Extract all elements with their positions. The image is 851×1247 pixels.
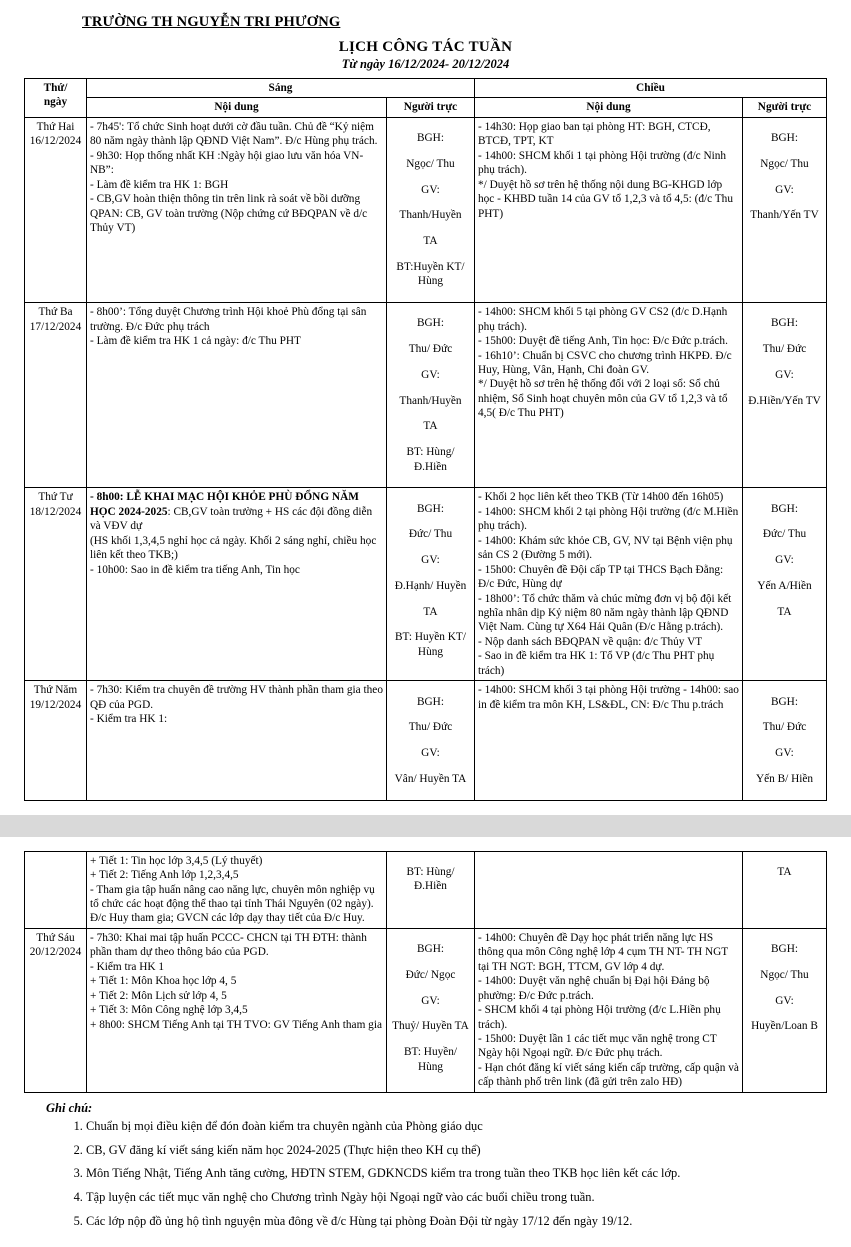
table-row <box>24 303 826 488</box>
row-morning-person: BGH: Thu/ Đức GV: Vân/ Huyền TA <box>386 681 474 800</box>
row-afternoon-person: BGH: Đức/ Thu GV: Yến A/Hiền TA <box>742 488 826 681</box>
row-afternoon-content: - 14h00: SHCM khối 3 tại phòng Hội trường - 14h00: sao in đề kiểm tra môn KH, LS&ĐL, CN: Đ/c Thu p.trách <box>474 681 742 800</box>
header-morning-person: Người trực <box>386 98 474 117</box>
row-day-cell: Thứ Ba 17/12/2024 <box>24 303 86 488</box>
row-day-cell: Thứ Tư 18/12/2024 <box>24 488 86 681</box>
table-row <box>25 928 827 1092</box>
notes-list <box>64 1118 829 1230</box>
table-row <box>25 851 827 928</box>
header-afternoon-person: Người trực <box>742 98 826 117</box>
header-afternoon: Chiều <box>474 79 826 98</box>
note-item: 5. Các lớp nộp đồ ủng hộ tình nguyện mùa đông về đ/c Hùng tại phòng Đoàn Đội từ ngày 17/12 đến ngày 19/12. <box>86 1213 829 1230</box>
row-day-cell: Thứ Hai 16/12/2024 <box>24 117 86 302</box>
page-break-gap <box>0 815 851 837</box>
row-day-cell <box>25 851 87 928</box>
table-header-row <box>24 79 826 98</box>
row-afternoon-content: - Khối 2 học liên kết theo TKB (Từ 14h00 đến 16h05) - 14h00: SHCM khối 2 tại phòng Hội trường (đ/c M.Hiền phụ trách). - 14h00: Khám sức khỏe CB, GV, NV tại Bệnh viện phụ sản CS 2 (Đường 5 mới). - 15h00: Chuyên đề Đội cấp TP tại THCS Bạch Đằng: Đ/c Đức, Hùng dự - 18h00’: Tổ chức thăm và chúc mừng đơn vị bộ đội kết nghĩa nhân dịp Kỷ niệm 80 năm ngày thành lập QĐND Việt Nam. Cùng tự X64 Hải Quân (Đ/c Hằng p.trách). - Nộp danh sách BĐQPAN về quận: đ/c Thủy VT - Sao in đề kiểm tra HK 1: Tổ VP (đ/c Thu PHT phụ trách) <box>474 488 742 681</box>
header-morning-content: Nội dung <box>86 98 386 117</box>
table-row <box>24 681 826 800</box>
header-morning: Sáng <box>86 79 474 98</box>
row-morning-person: BGH: Đức/ Thu GV: Đ.Hạnh/ Huyền TA BT: Huyền KT/ Hùng <box>386 488 474 681</box>
row-morning-content: - 7h45': Tổ chức Sinh hoạt dưới cờ đầu tuần. Chủ đề “Kỷ niệm 80 năm ngày thành lập QĐND Việt Nam”. Đ/c Hùng phụ trách. - 9h30: Họp thống nhất KH :Ngày hội giao lưu văn hóa VN- NB”: - Làm đề kiểm tra HK 1: BGH - CB,GV hoàn thiện thông tin trên link rà soát về bồi dưỡng QPAN: CB, GV toàn trường (Nộp chứng cứ BĐQPAN về d/c Thủy VT) <box>86 117 386 302</box>
table-row <box>24 117 826 302</box>
note-item: 1. Chuẩn bị mọi điều kiện để đón đoàn kiểm tra chuyên ngành của Phòng giáo dục <box>86 1118 829 1135</box>
row-morning-person: BGH: Ngọc/ Thu GV: Thanh/Huyền TA BT:Huyền KT/ Hùng <box>386 117 474 302</box>
row-morning-content: - 8h00: LỄ KHAI MẠC HỘI KHỎE PHÙ ĐỔNG NĂM HỌC 2024-2025: CB,GV toàn trường + HS các đội đồng diễn và VĐV dự (HS khối 1,3,4,5 nghỉ học cả ngày. Khối 2 sáng nghỉ, chiều học liên kết theo TKB;) - 10h00: Sao in đề kiểm tra tiếng Anh, Tin học <box>86 488 386 681</box>
row-day-cell: Thứ Năm 19/12/2024 <box>24 681 86 800</box>
note-item: 3. Môn Tiếng Nhật, Tiếng Anh tăng cường, HĐTN STEM, GDKNCDS kiểm tra trong tuần theo TKB học liên kết các lớp. <box>86 1165 829 1182</box>
schedule-table-continued <box>24 851 827 1093</box>
row-afternoon-person: BGH: Ngọc/ Thu GV: Thanh/Yến TV <box>742 117 826 302</box>
note-item: 2. CB, GV đăng kí viết sáng kiến năm học 2024-2025 (Thực hiện theo KH cụ thể) <box>86 1142 829 1159</box>
row-morning-content: - 7h30: Khai mai tập huấn PCCC- CHCN tại TH ĐTH: thành phần tham dự theo thông báo của PGD. - Kiểm tra HK 1 + Tiết 1: Môn Khoa học lớp 4, 5 + Tiết 2: Môn Lịch sử lớp 4, 5 + Tiết 3: Môn Công nghệ lớp 3,4,5 + 8h00: SHCM Tiếng Anh tại TH TVO: GV Tiếng Anh tham gia <box>87 928 387 1092</box>
header-afternoon-content: Nội dung <box>474 98 742 117</box>
notes-heading: Ghi chú: <box>46 1100 93 1115</box>
row-morning-person: BGH: Thu/ Đức GV: Thanh/Huyền TA BT: Hùng/Đ.Hiền <box>386 303 474 488</box>
row-morning-person: BT: Hùng/Đ.Hiền <box>387 851 475 928</box>
row-afternoon-person: BGH: Ngọc/ Thu GV: Huyền/Loan B <box>743 928 827 1092</box>
date-range: Từ ngày 16/12/2024- 20/12/2024 <box>341 57 510 71</box>
row-morning-person: BGH: Đức/ Ngọc GV: Thuỷ/ Huyền TA BT: Huyền/ Hùng <box>387 928 475 1092</box>
row-afternoon-person: TA <box>743 851 827 928</box>
table-subheader-row <box>24 98 826 117</box>
title-block <box>22 39 829 72</box>
row-day-cell: Thứ Sáu 20/12/2024 <box>25 928 87 1092</box>
header-day: Thứ/ ngày <box>24 79 86 118</box>
row-afternoon-content: - 14h30: Họp giao ban tại phòng HT: BGH, CTCĐ, BTCĐ, TPT, KT - 14h00: SHCM khối 1 tại phòng Hội trường (đ/c Ninh phụ trách). */ Duyệt hồ sơ trên hệ thống nội dung BG-KHGD lớp học - KHBD tuần 14 của GV tổ 1,2,3 và tổ 4,5: (đ/c Thu PHT) <box>474 117 742 302</box>
schedule-table-main <box>24 78 827 801</box>
row-afternoon-content: - 14h00: Chuyên đề Dạy học phát triển năng lực HS thông qua môn Công nghệ lớp 4 cụm TH NT- TH NGT tại TH NGT: BGH, TTCM, GV lớp 4 dự. - 14h00: Duyệt văn nghệ chuẩn bị Đại hội Đảng bộ phường: Đ/c Đức p.trách. - SHCM khối 4 tại phòng Hội trường (đ/c L.Hiền phụ trách). - 15h00: Duyệt lần 1 các tiết mục văn nghệ trong CT Ngày hội Ngoại ngữ. Đ/c Đức phụ trách. - Hạn chót đăng kí viết sáng kiến cấp trường, cấp quận và cấp thành phố trên link (đã gửi trên zalo HĐ) <box>475 928 743 1092</box>
row-afternoon-person: BGH: Thu/ Đức GV: Yến B/ Hiền <box>742 681 826 800</box>
row-afternoon-content: - 14h00: SHCM khối 5 tại phòng GV CS2 (đ/c D.Hạnh phụ trách). - 15h00: Duyệt đề tiếng Anh, Tin học: Đ/c Đức p.trách. - 16h10’: Chuẩn bị CSVC cho chương trình HKPĐ. Đ/c Huy, Hùng, Vân, Hạnh, Chi đoàn GV. */ Duyệt hồ sơ trên hệ thống đối với 2 loại sổ: Sổ chủ nhiệm, Sổ Sinh hoạt chuyên môn của GV tổ 1,2,3 và tổ 4,5( Đ/c Thu PHT) <box>474 303 742 488</box>
row-morning-content: + Tiết 1: Tin học lớp 3,4,5 (Lý thuyết) + Tiết 2: Tiếng Anh lớp 1,2,3,4,5 - Tham gia tập huấn nâng cao năng lực, chuyên môn nghiệp vụ tổ chức các hoạt động thể thao tại tỉnh Thái Nguyên (02 ngày). Đ/c Huy tham gia; GVCN các lớp dạy thay tiết của Đ/c Huy. <box>87 851 387 928</box>
page-title: LỊCH CÔNG TÁC TUẦN <box>338 39 513 55</box>
table-row <box>24 488 826 681</box>
row-morning-content: - 8h00’: Tổng duyệt Chương trình Hội khoẻ Phù đổng tại sân trường. Đ/c Đức phụ trách - Làm đề kiểm tra HK 1 cả ngày: đ/c Thu PHT <box>86 303 386 488</box>
row-morning-content: - 7h30: Kiểm tra chuyên đề trường HV thành phần tham gia theo QĐ của PGD. - Kiểm tra HK 1: <box>86 681 386 800</box>
row-afternoon-content <box>475 851 743 928</box>
row-afternoon-person: BGH: Thu/ Đức GV: Đ.Hiền/Yến TV <box>742 303 826 488</box>
school-name: TRƯỜNG TH NGUYỄN TRI PHƯƠNG <box>82 14 341 30</box>
note-item: 4. Tập luyện các tiết mục văn nghệ cho Chương trình Ngày hội Ngoại ngữ vào các buổi chiều trong tuần. <box>86 1189 829 1206</box>
